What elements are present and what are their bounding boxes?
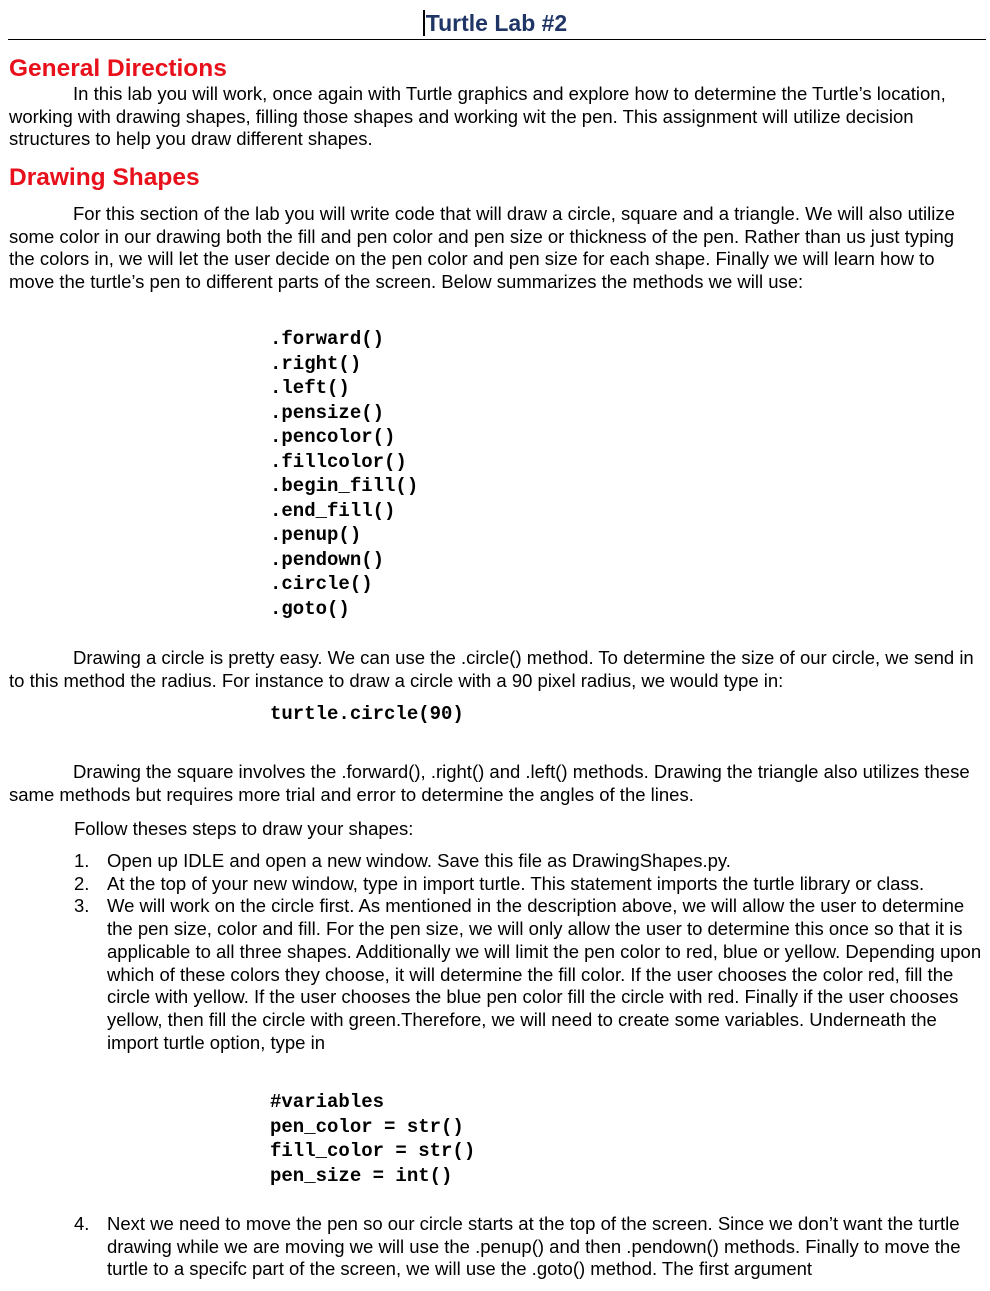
code-line: pen_size = int() (270, 1164, 453, 1187)
circle-code (270, 702, 464, 727)
document-title: Turtle Lab #2 (0, 8, 990, 38)
text-cursor (423, 10, 425, 36)
heading-general-directions: General Directions (9, 55, 227, 82)
title-rule (8, 39, 986, 40)
variables-code (270, 1090, 475, 1188)
code-line: .right() (270, 352, 362, 375)
code-line: fill_color = str() (270, 1140, 476, 1162)
step-number: 2. (74, 872, 90, 894)
step-text: Next we need to move the pen so our circle starts at the top of the screen. Since we don’t want the turtle drawing while we are moving we will use the .penup() and then .pendown() methods. Finally to move the turtle to a specifc part of the screen, we will use the .goto() method. The first argument (107, 1213, 961, 1280)
code-line: .begin_fill() (270, 475, 419, 497)
follow-steps-line: Follow theses steps to draw your shapes: (74, 818, 414, 839)
circle-paragraph: Drawing a circle is pretty easy. We can use the .circle() method. To determine the size of our circle, we send in to this method the radius. For instance to draw a circle with a 90 pixel radius, we would type in: (9, 647, 974, 691)
code-line: .fillcolor() (270, 450, 407, 473)
code-line: .left() (270, 377, 350, 399)
drawing-intro-paragraph: For this section of the lab you will write code that will draw a circle, square and a triangle. We will also utilize some color in our drawing both the fill and pen color and pen size or thickness of the pen. Rather than us just typing the colors in, we will let the user decide on the pen color and pen size for each shape. Finally we will learn how to move the turtle’s pen to different parts of the screen. Below summarizes the methods we will use: (9, 203, 955, 293)
code-line: turtle.circle(90) (270, 703, 464, 725)
step-item (74, 850, 984, 873)
code-line: .pensize() (270, 401, 385, 424)
code-line: .penup() (270, 524, 362, 546)
code-line: .pendown() (270, 548, 385, 571)
step-number: 1. (74, 850, 90, 871)
code-line: pen_color = str() (270, 1115, 464, 1138)
step-item (74, 873, 984, 896)
code-line: #variables (270, 1091, 385, 1113)
step-number: 3. (74, 895, 90, 917)
step-item (74, 895, 984, 1054)
code-line: .pencolor() (270, 426, 396, 448)
step-text: Open up IDLE and open a new window. Save this file as DrawingShapes.py. (107, 850, 731, 871)
code-line: .forward() (270, 328, 385, 350)
code-line: .goto() (270, 597, 350, 620)
code-line: .circle() (270, 573, 373, 595)
steps-list-continued (74, 1213, 984, 1281)
step-number: 4. (74, 1213, 90, 1234)
step-text: At the top of your new window, type in import turtle. This statement imports the turtle library or class. (107, 872, 925, 894)
code-line: .end_fill() (270, 499, 396, 522)
methods-code-list (270, 327, 418, 621)
steps-list (74, 850, 984, 1054)
step-text: We will work on the circle first. As mentioned in the description above, we will allow the user to determine the pen size, color and fill. For the pen size, we will only allow the user to determine this once so that it is applicable to all three shapes. Additionally we will limit the pen color to red, blue or yellow. Depending upon which of these colors they choose, it will determine the fill color. If the user chooses the color red, fill the circle with yellow. If the user chooses the blue pen color fill the circle with red. Finally if the user chooses yellow, then fill the circle with green.Therefore, we will need to create some variables. Underneath the import turtle option, type in (107, 895, 982, 1053)
heading-drawing-shapes: Drawing Shapes (9, 164, 200, 191)
square-paragraph: Drawing the square involves the .forward(), .right() and .left() methods. Drawing the triangle also utilizes these same methods but requires more trial and error to determine the angles of the lines. (9, 761, 970, 805)
step-item (74, 1213, 984, 1281)
general-directions-paragraph: In this lab you will work, once again with Turtle graphics and explore how to determine the Turtle’s location, working with drawing shapes, filling those shapes and working wit the pen. This assignment will utilize decision structures to help you draw different shapes. (9, 83, 946, 150)
